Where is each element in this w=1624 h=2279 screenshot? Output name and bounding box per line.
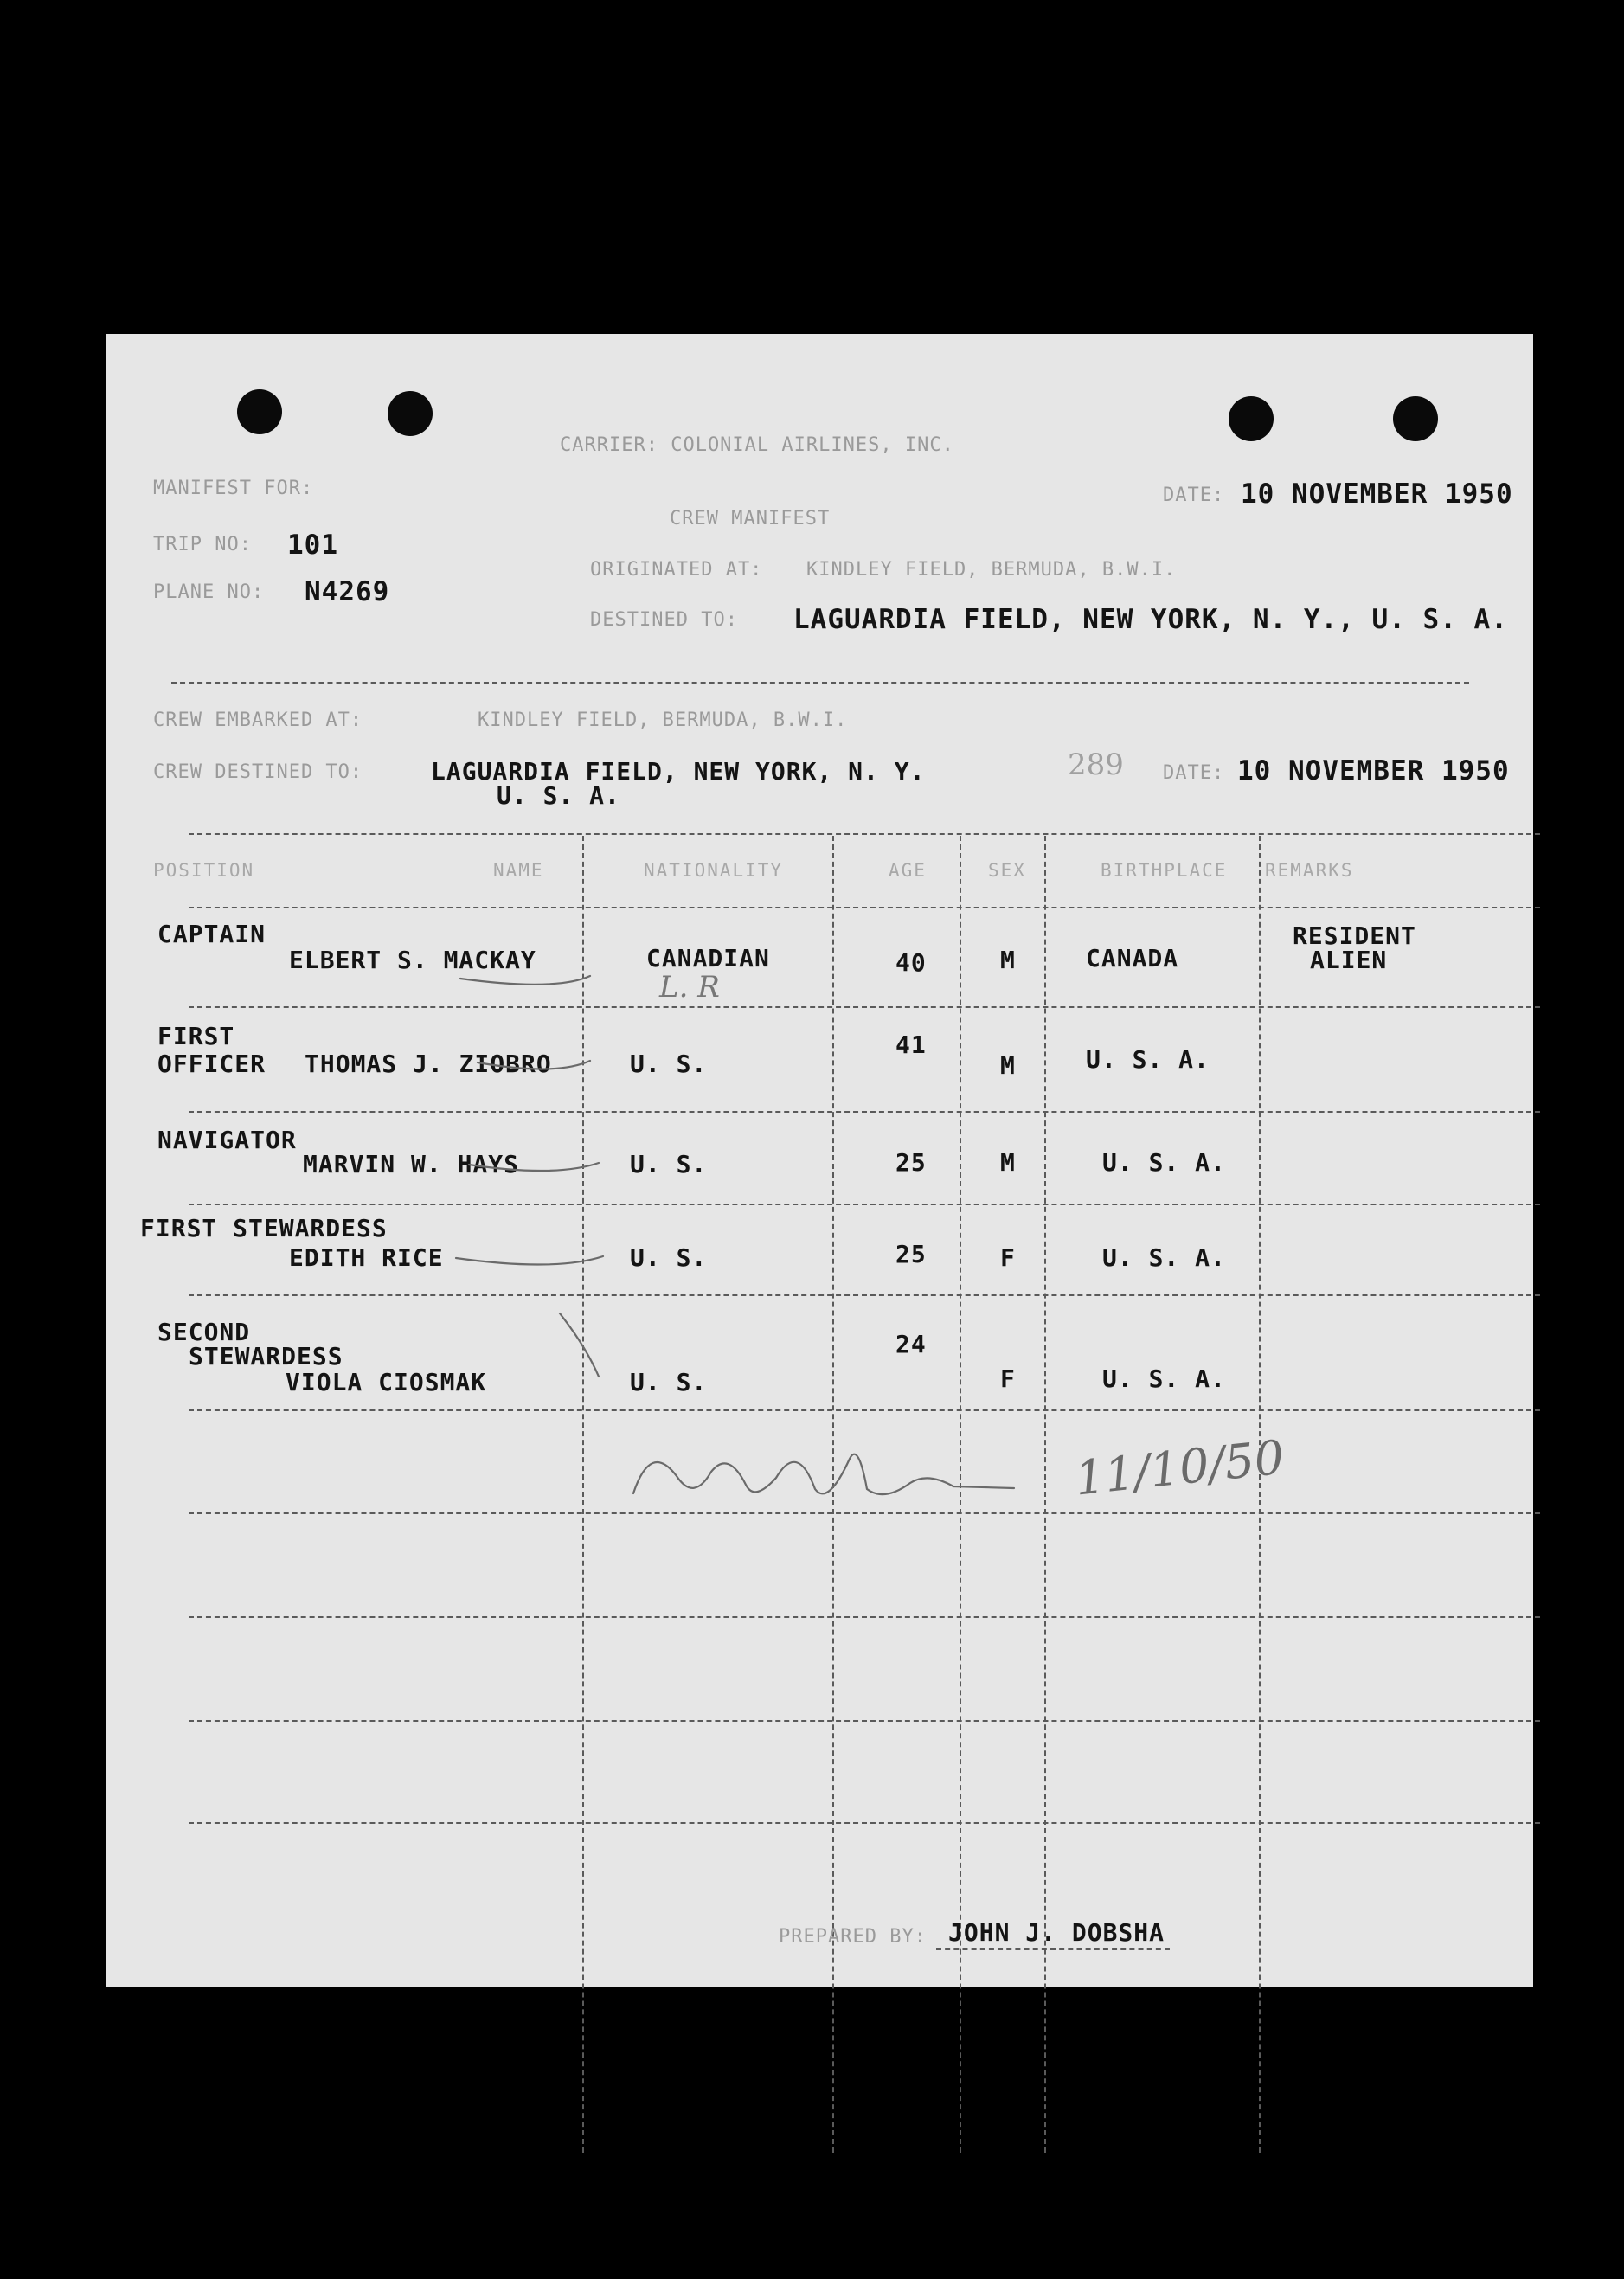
header-nationality: NATIONALITY <box>644 860 784 881</box>
row-name: VIOLA CIOSMAK <box>286 1368 487 1396</box>
row-sex: M <box>1000 1051 1016 1080</box>
date-label: DATE: <box>1163 485 1225 506</box>
crew-date-label: DATE: <box>1163 762 1225 784</box>
trip-value: 101 <box>287 530 338 561</box>
row-name: MARVIN W. HAYS <box>303 1150 520 1178</box>
row-nationality: U. S. <box>630 1243 708 1272</box>
row-birthplace: U. S. A. <box>1102 1364 1226 1393</box>
stamp-number: 289 <box>1068 748 1124 782</box>
header-birthplace: BIRTHPLACE <box>1101 860 1228 881</box>
row-name: ELBERT S. MACKAY <box>289 946 536 974</box>
header-name: NAME <box>493 860 544 881</box>
plane-label: PLANE NO: <box>153 581 265 603</box>
row-name: THOMAS J. ZIOBRO <box>305 1050 552 1078</box>
handwritten-annotation: L. R <box>659 970 720 1005</box>
row-position-line2: OFFICER <box>157 1050 266 1078</box>
header-position: POSITION <box>153 860 255 881</box>
check-marks <box>106 334 1533 1987</box>
row-remarks-line2: ALIEN <box>1310 946 1388 974</box>
handwritten-date: 11/10/50 <box>1072 1429 1287 1506</box>
row-sex: M <box>1000 946 1016 974</box>
crew-date-value: 10 NOVEMBER 1950 <box>1237 755 1510 786</box>
row-age: 41 <box>895 1030 927 1059</box>
row-position: NAVIGATOR <box>157 1126 297 1154</box>
row-position: CAPTAIN <box>157 920 266 948</box>
row-nationality: U. S. <box>630 1050 708 1078</box>
row-age: 24 <box>895 1330 927 1358</box>
row-birthplace: U. S. A. <box>1086 1045 1210 1074</box>
document-title: CREW MANIFEST <box>670 508 831 530</box>
row-birthplace: U. S. A. <box>1102 1243 1226 1272</box>
originated-label: ORIGINATED AT: <box>590 559 763 581</box>
manifest-for-label: MANIFEST FOR: <box>153 478 314 499</box>
prepared-by-label: PREPARED BY: <box>779 1926 927 1948</box>
row-position-line2: STEWARDESS <box>189 1342 343 1371</box>
row-sex: F <box>1000 1243 1016 1272</box>
manifest-sheet <box>106 334 1533 1987</box>
row-name: EDITH RICE <box>289 1243 444 1272</box>
date-value: 10 NOVEMBER 1950 <box>1241 478 1513 510</box>
destined-label: DESTINED TO: <box>590 609 738 631</box>
row-nationality: CANADIAN <box>646 944 770 973</box>
row-age: 25 <box>895 1148 927 1177</box>
plane-value: N4269 <box>305 576 390 607</box>
row-birthplace: CANADA <box>1086 944 1179 973</box>
crew-destined-value-line2: U. S. A. <box>497 781 620 810</box>
row-age: 25 <box>895 1240 927 1268</box>
header-sex: SEX <box>988 860 1026 881</box>
row-nationality: U. S. <box>630 1150 708 1178</box>
header-age: AGE <box>889 860 927 881</box>
signature-icon <box>625 1424 1040 1519</box>
row-age: 40 <box>895 948 927 977</box>
row-sex: M <box>1000 1148 1016 1177</box>
row-birthplace: U. S. A. <box>1102 1148 1226 1177</box>
crew-destined-label: CREW DESTINED TO: <box>153 761 363 783</box>
crew-embarked-label: CREW EMBARKED AT: <box>153 709 363 731</box>
header-remarks: REMARKS <box>1265 860 1354 881</box>
row-nationality: U. S. <box>630 1368 708 1396</box>
row-position: SECOND <box>157 1318 251 1346</box>
crew-destined-value-line1: LAGUARDIA FIELD, NEW YORK, N. Y. <box>431 757 926 786</box>
crew-embarked-value: KINDLEY FIELD, BERMUDA, B.W.I. <box>478 709 848 731</box>
carrier-line: CARRIER: COLONIAL AIRLINES, INC. <box>560 434 954 456</box>
originated-value: KINDLEY FIELD, BERMUDA, B.W.I. <box>806 559 1177 581</box>
row-position: FIRST <box>157 1022 235 1050</box>
prepared-by-value: JOHN J. DOBSHA <box>948 1918 1165 1947</box>
row-remarks-line1: RESIDENT <box>1293 921 1416 950</box>
row-position: FIRST STEWARDESS <box>140 1214 388 1242</box>
row-sex: F <box>1000 1364 1016 1393</box>
destined-value: LAGUARDIA FIELD, NEW YORK, N. Y., U. S. A. <box>793 604 1508 635</box>
prepared-by-underline <box>936 1948 1170 1950</box>
trip-label: TRIP NO: <box>153 534 252 555</box>
